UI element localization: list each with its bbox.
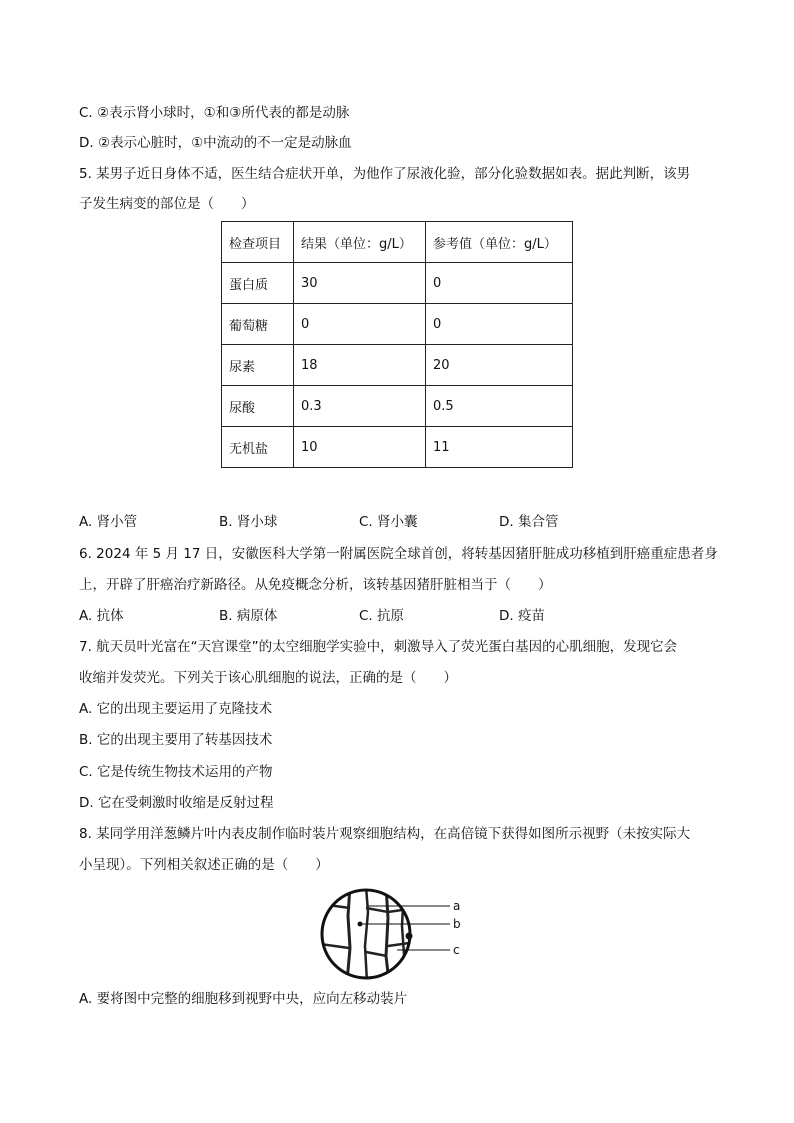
q6-option-d[interactable]: D. 疫苗 — [499, 608, 545, 624]
q7-option-b[interactable]: B. 它的出现主要用了转基因技术 — [79, 732, 273, 748]
label-b: b — [453, 917, 461, 931]
question-8-line-1: 8. 某同学用洋葱鳞片叶内表皮制作临时装片观察细胞结构，在高倍镜下获得如图所示视野（未按实际大 — [79, 826, 691, 842]
q6-option-a[interactable]: A. 抗体 — [79, 608, 124, 624]
table-cell: 无机盐 — [222, 427, 294, 468]
label-c: c — [453, 943, 460, 957]
onion-cell-microscope-figure — [320, 886, 470, 982]
table-row — [222, 386, 573, 427]
question-5-line-2: 子发生病变的部位是（ ） — [79, 196, 255, 212]
table-row — [222, 263, 573, 304]
urine-test-table — [221, 221, 573, 468]
table-cell: 0.3 — [294, 386, 426, 427]
label-a: a — [453, 899, 461, 913]
q5-option-b[interactable]: B. 肾小球 — [219, 514, 278, 530]
table-row — [222, 304, 573, 345]
table-header-cell: 结果（单位：g/L） — [294, 222, 426, 263]
q6-option-b[interactable]: B. 病原体 — [219, 608, 278, 624]
table-cell: 18 — [294, 345, 426, 386]
q7-option-a[interactable]: A. 它的出现主要运用了克隆技术 — [79, 701, 273, 717]
q8-option-a[interactable]: A. 要将图中完整的细胞移到视野中央，应向左移动装片 — [79, 991, 408, 1007]
question-8-line-2: 小呈现）。下列相关叙述正确的是（ ） — [79, 857, 329, 873]
table-cell: 0 — [426, 304, 573, 345]
question-7-line-2: 收缩并发荧光。下列关于该心肌细胞的说法，正确的是（ ） — [79, 670, 457, 686]
question-6-line-1: 6. 2024 年 5 月 17 日，安徽医科大学第一附属医院全球首创，将转基因猪肝脏成功移植到肝癌重症患者身 — [79, 546, 718, 562]
q5-option-a[interactable]: A. 肾小管 — [79, 514, 138, 530]
question-5-line-1: 5. 某男子近日身体不适，医生结合症状开单，为他作了尿液化验，部分化验数据如表。据此判断，该男 — [79, 166, 691, 182]
q5-option-c[interactable]: C. 肾小囊 — [359, 514, 418, 530]
q6-option-c[interactable]: C. 抗原 — [359, 608, 405, 624]
table-row — [222, 345, 573, 386]
table-cell: 尿素 — [222, 345, 294, 386]
q5-option-d[interactable]: D. 集合管 — [499, 514, 559, 530]
table-cell: 葡萄糖 — [222, 304, 294, 345]
table-row — [222, 427, 573, 468]
cell-walls — [320, 886, 416, 982]
table-cell: 20 — [426, 345, 573, 386]
table-cell: 30 — [294, 263, 426, 304]
table-header-cell: 检查项目 — [222, 222, 294, 263]
table-cell: 10 — [294, 427, 426, 468]
q7-option-c[interactable]: C. 它是传统生物技术运用的产物 — [79, 764, 273, 780]
table-cell: 尿酸 — [222, 386, 294, 427]
table-cell: 0 — [426, 263, 573, 304]
q7-option-d[interactable]: D. 它在受刺激时收缩是反射过程 — [79, 795, 274, 811]
table-header-cell: 参考值（单位：g/L） — [426, 222, 573, 263]
question-7-line-1: 7. 航天员叶光富在“天宫课堂”的太空细胞学实验中，刺激导入了荧光蛋白基因的心肌细胞，发现它会 — [79, 639, 678, 655]
option-d-previous: D. ②表示心脏时，①中流动的不一定是动脉血 — [79, 135, 352, 151]
table-cell: 0.5 — [426, 386, 573, 427]
question-6-line-2: 上，开辟了肝癌治疗新路径。从免疫概念分析，该转基因猪肝脏相当于（ ） — [79, 577, 552, 593]
table-header-row — [222, 222, 573, 263]
table-cell: 蛋白质 — [222, 263, 294, 304]
option-c-previous: C. ②表示肾小球时，①和③所代表的都是动脉 — [79, 105, 350, 121]
table-cell: 0 — [294, 304, 426, 345]
table-cell: 11 — [426, 427, 573, 468]
